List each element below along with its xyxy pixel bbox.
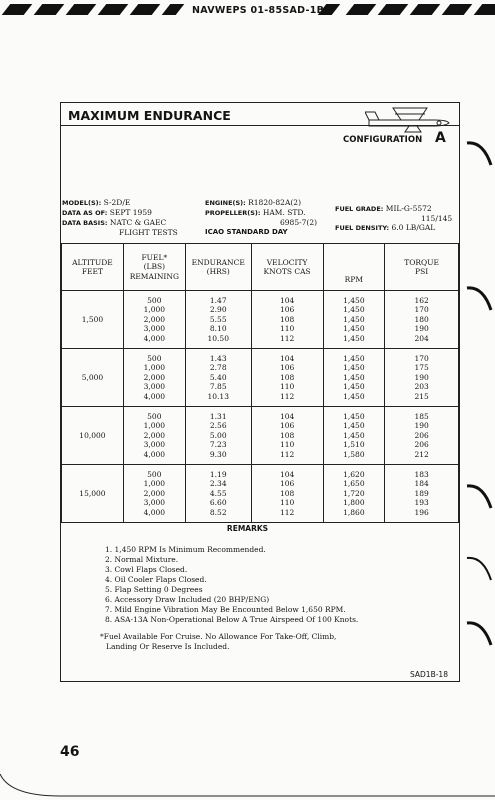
banner-stripe: [98, 4, 129, 15]
page-bottom-edge: [0, 770, 495, 800]
remarks-list: [105, 545, 358, 625]
model-label: MODEL(S):: [62, 199, 102, 207]
fuel-grade-label: FUEL GRADE:: [335, 205, 384, 213]
banner-stripe: [442, 4, 473, 15]
endurance-cell: 1.19 2.34 4.55 6.60 8.52: [185, 465, 251, 523]
remark-item: 5. Flap Setting 0 Degrees: [105, 585, 203, 594]
velocity-cell: 104 106 108 110 112: [251, 349, 323, 407]
binding-mark-icon: [465, 280, 495, 320]
altitude-cell: 10,000: [62, 407, 124, 465]
binding-mark-icon: [465, 615, 495, 655]
meta-left: [62, 198, 178, 237]
fuel-cell: 500 1,000 2,000 3,000 4,000: [123, 465, 185, 523]
model-value: S-2D/E: [103, 198, 131, 207]
remark-item: 7. Mild Engine Vibration May Be Encounted Below 1,650 RPM.: [105, 605, 346, 614]
torque-cell: 185 190 206 206 212: [385, 407, 459, 465]
meta-middle: [205, 198, 317, 237]
rpm-cell: 1,450 1,450 1,450 1,450 1,450: [323, 291, 385, 349]
banner-stripe: [410, 4, 441, 15]
table-row: [62, 291, 459, 349]
header-endurance: ENDURANCE (HRS): [185, 244, 251, 291]
remark-item: 4. Oil Cooler Flaps Closed.: [105, 575, 207, 584]
remark-item: 3. Cowl Flaps Closed.: [105, 565, 188, 574]
endurance-table: [61, 243, 459, 523]
propeller-label: PROPELLER(S):: [205, 209, 261, 217]
fuel-cell: 500 1,000 2,000 3,000 4,000: [123, 407, 185, 465]
table-body: [62, 291, 459, 523]
binding-mark-icon: [465, 550, 495, 590]
banner-stripe: [2, 4, 33, 15]
fuel-grade-value: MIL-G-5572: [385, 204, 432, 213]
binding-mark-icon: [465, 478, 495, 518]
header-rpm: RPM: [323, 244, 385, 291]
header-torque: TORQUE PSI: [385, 244, 459, 291]
page-title: MAXIMUM ENDURANCE: [68, 108, 231, 123]
fuel-grade-value-2: 115/145: [421, 214, 453, 223]
header-altitude: ALTITUDE FEET: [62, 244, 124, 291]
endurance-cell: 1.31 2.56 5.00 7.23 9.30: [185, 407, 251, 465]
fuel-cell: 500 1,000 2,000 3,000 4,000: [123, 349, 185, 407]
data-as-of-value: SEPT 1959: [109, 208, 152, 217]
banner-stripe: [378, 4, 409, 15]
footnote-line-2: Landing Or Reserve Is Included.: [106, 642, 230, 651]
velocity-cell: 104 106 108 110 112: [251, 465, 323, 523]
banner-stripe: [34, 4, 65, 15]
altitude-cell: 15,000: [62, 465, 124, 523]
remark-item: 8. ASA-13A Non-Operational Below A True Airspeed Of 100 Knots.: [105, 615, 359, 624]
data-basis-label: DATA BASIS:: [62, 219, 108, 227]
header-velocity: VELOCITY KNOTS CAS: [251, 244, 323, 291]
fuel-density-value: 6.0 LB/GAL: [391, 223, 436, 232]
endurance-cell: 1.47 2.90 5.55 8.10 10.50: [185, 291, 251, 349]
configuration-value: A: [435, 130, 446, 146]
altitude-cell: 1,500: [62, 291, 124, 349]
torque-cell: 162 170 180 190 204: [385, 291, 459, 349]
top-banner: [0, 0, 495, 26]
meta-right: [335, 204, 452, 233]
banner-stripe: [66, 4, 97, 15]
fuel-density-label: FUEL DENSITY:: [335, 224, 390, 232]
data-as-of-label: DATA AS OF:: [62, 209, 108, 217]
banner-stripe: [346, 4, 377, 15]
velocity-cell: 104 106 108 110 112: [251, 407, 323, 465]
torque-cell: 170 175 190 203 215: [385, 349, 459, 407]
banner-stripe: [162, 4, 185, 15]
doc-number: NAVWEPS 01-85SAD-1B: [192, 5, 325, 16]
banner-stripe: [130, 4, 161, 15]
rpm-cell: 1,450 1,450 1,450 1,450 1,450: [323, 349, 385, 407]
rpm-cell: 1,450 1,450 1,450 1,510 1,580: [323, 407, 385, 465]
altitude-cell: 5,000: [62, 349, 124, 407]
remarks-title: REMARKS: [226, 524, 269, 533]
rpm-cell: 1,620 1,650 1,720 1,800 1,860: [323, 465, 385, 523]
propeller-value-2: 6985-7(2): [280, 218, 318, 227]
velocity-cell: 104 106 108 110 112: [251, 291, 323, 349]
fuel-cell: 500 1,000 2,000 3,000 4,000: [123, 291, 185, 349]
page-number: 46: [60, 744, 80, 760]
engine-value: R1820-82A(2): [248, 198, 301, 207]
figure-code: SAD1B-18: [410, 670, 448, 679]
configuration-label: CONFIGURATION: [343, 135, 423, 145]
table-row: [62, 407, 459, 465]
engine-label: ENGINE(S):: [205, 199, 246, 207]
data-basis-value: NATC & GAEC: [109, 218, 167, 227]
endurance-cell: 1.43 2.78 5.40 7.85 10.13: [185, 349, 251, 407]
torque-cell: 183 184 189 193 196: [385, 465, 459, 523]
table-row: [62, 465, 459, 523]
table-row: [62, 349, 459, 407]
banner-stripe: [474, 4, 495, 15]
data-basis-value-2: FLIGHT TESTS: [119, 228, 178, 237]
remark-item: 6. Accessory Draw Included (20 BHP/ENG): [105, 595, 270, 604]
header-fuel: FUEL* (LBS) REMAINING: [123, 244, 185, 291]
propeller-value: HAM. STD.: [262, 208, 306, 217]
icao-standard-day: ICAO STANDARD DAY: [205, 228, 288, 236]
remark-item: 1. 1,450 RPM Is Minimum Recommended.: [105, 545, 266, 554]
remark-item: 2. Normal Mixture.: [105, 555, 179, 564]
fuel-footnote: [100, 632, 336, 652]
footnote-line-1: *Fuel Available For Cruise. No Allowance For Take-Off, Climb,: [100, 632, 337, 641]
binding-mark-icon: [465, 135, 495, 175]
